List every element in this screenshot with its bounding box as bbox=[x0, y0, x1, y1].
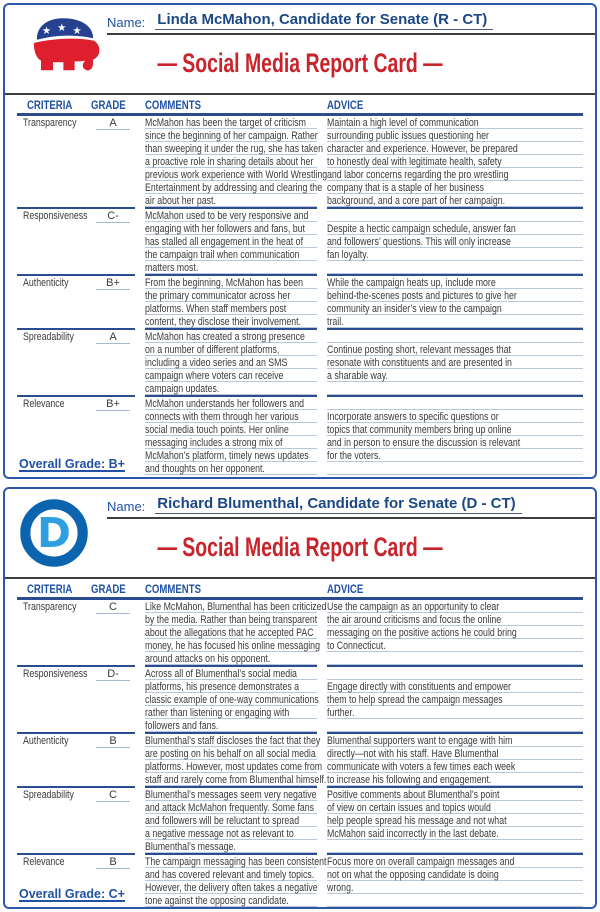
comment-line: on a number of different platforms, bbox=[145, 343, 317, 356]
advice-cell bbox=[327, 665, 583, 732]
comments-cell bbox=[145, 732, 327, 786]
advice-cell bbox=[327, 328, 583, 395]
criteria-grade-cell bbox=[17, 786, 135, 853]
advice-line: resonate with constituents and are presented in bbox=[327, 356, 583, 369]
comment-line: However, the delivery often takes a negative bbox=[145, 882, 318, 894]
criteria-grade-cell bbox=[17, 732, 135, 786]
table-row bbox=[17, 600, 583, 665]
advice-line: topics that community members bring up online bbox=[327, 423, 583, 436]
name-label: Name: bbox=[107, 15, 146, 30]
table-header-row bbox=[17, 96, 583, 116]
advice-line: Continue posting short, relevant messages that bbox=[327, 343, 583, 356]
comments-cell bbox=[145, 328, 317, 395]
grade-cell bbox=[91, 116, 135, 130]
grade-value: C bbox=[96, 601, 130, 614]
svg-text:★: ★ bbox=[57, 22, 67, 34]
grade-cell bbox=[91, 788, 135, 802]
comment-line: a negative message not as relevant to bbox=[145, 827, 317, 840]
comment-line: campaign updates. bbox=[145, 382, 317, 395]
advice-line: Blumenthal supporters want to engage with him bbox=[327, 734, 583, 747]
advice-line bbox=[327, 397, 583, 410]
comment-line: has stalled all engagement in the heat of bbox=[145, 235, 317, 248]
advice-cell bbox=[327, 207, 583, 274]
comment-line: platforms. When staff members post bbox=[145, 302, 317, 315]
grade-value: B+ bbox=[96, 398, 130, 411]
comment-line: The campaign messaging has been consistent bbox=[145, 856, 327, 868]
criteria-grade-cell bbox=[17, 328, 135, 395]
criteria-grade-cell bbox=[17, 274, 135, 328]
comment-line: since the beginning of her campaign. Rather bbox=[145, 130, 318, 142]
criteria-header: CRITERIA bbox=[27, 97, 73, 112]
grade-value: C bbox=[96, 789, 130, 802]
advice-line bbox=[327, 330, 583, 343]
table-row bbox=[17, 207, 583, 274]
advice-line: wrong. bbox=[327, 881, 583, 894]
grade-value: B bbox=[96, 856, 130, 869]
comments-cell bbox=[145, 853, 327, 907]
criteria-grade-cell bbox=[17, 600, 135, 665]
advice-line: Use the campaign as an opportunity to clear bbox=[327, 600, 583, 613]
report-table bbox=[5, 96, 595, 475]
criteria-header: CRITERIA bbox=[27, 581, 73, 596]
advice-line: of view on certain issues and topics would bbox=[327, 801, 583, 814]
table-row bbox=[17, 665, 583, 732]
comment-line: Entertainment by addressing and clearing the bbox=[145, 182, 323, 194]
comment-line: Like McMahon, Blumenthal has been criticized bbox=[145, 601, 327, 613]
name-label: Name: bbox=[107, 499, 146, 514]
svg-text:★: ★ bbox=[72, 25, 82, 38]
advice-header: ADVICE bbox=[327, 97, 364, 112]
comments-cell bbox=[145, 786, 317, 853]
comment-line: Blumenthal’s message. bbox=[145, 840, 317, 853]
advice-line: Positive comments about Blumenthal’s point bbox=[327, 788, 583, 801]
grade-cell bbox=[91, 397, 135, 411]
advice-line: for the voters. bbox=[327, 449, 583, 462]
criteria-grade-cell bbox=[17, 207, 135, 274]
comment-line: a proactive role in sharing details about her bbox=[145, 155, 317, 168]
advice-cell bbox=[327, 116, 583, 207]
grade-cell bbox=[91, 667, 135, 681]
advice-line: Engage directly with constituents and empower bbox=[327, 680, 583, 693]
advice-cell bbox=[327, 274, 583, 328]
advice-line: messaging on the positive actions he could bring bbox=[327, 626, 583, 639]
grade-header: GRADE bbox=[91, 97, 127, 112]
advice-cell bbox=[327, 853, 583, 907]
comments-cell bbox=[145, 665, 317, 732]
criteria-grade-cell bbox=[17, 665, 135, 732]
comment-line: connects with them through her various bbox=[145, 410, 317, 423]
advice-cell bbox=[327, 786, 583, 853]
comment-line: and attack McMahon frequently. Some fans bbox=[145, 801, 317, 814]
comments-cell bbox=[145, 207, 317, 274]
comment-line: followers and fans. bbox=[145, 719, 317, 732]
criteria-label: Relevance bbox=[23, 856, 65, 868]
comment-line: McMahon has created a strong presence bbox=[145, 330, 317, 343]
criteria-label: Responsiveness bbox=[23, 210, 88, 222]
advice-line: fan loyalty. bbox=[327, 248, 583, 261]
comment-line: tone against the opposing candidate. bbox=[145, 894, 317, 907]
comment-line: Across all of Blumenthal’s social media bbox=[145, 667, 317, 680]
comment-line: are posting on his behalf on all social media bbox=[145, 748, 316, 760]
advice-line bbox=[327, 667, 583, 680]
comment-line: Blumenthal’s staff discloses the fact that they bbox=[145, 735, 321, 747]
advice-line: Despite a hectic campaign schedule, answer fan bbox=[327, 222, 583, 235]
advice-line: McMahon said incorrectly in the last debate. bbox=[327, 827, 583, 840]
advice-line: to increase his following and engagement. bbox=[327, 773, 583, 786]
advice-line: and followers’ questions. This will only increase bbox=[327, 235, 583, 248]
comment-line: From the beginning, McMahon has been bbox=[145, 276, 317, 289]
comment-line: and has covered relevant and timely topics. bbox=[145, 868, 317, 881]
comment-line: matters most. bbox=[145, 261, 317, 274]
comment-line: platforms. However, most updates come from bbox=[145, 761, 323, 773]
criteria-label: Transparency bbox=[23, 117, 77, 129]
advice-line: not on what the opposing candidate is doing bbox=[327, 868, 583, 881]
grade-cell bbox=[91, 734, 135, 748]
advice-line: help people spread his message and not what bbox=[327, 814, 583, 827]
svg-text:D: D bbox=[37, 508, 71, 557]
comments-cell bbox=[145, 116, 328, 207]
comment-line: social media touch points. Her online bbox=[145, 423, 317, 436]
advice-line: While the campaign heats up, include more bbox=[327, 276, 583, 289]
advice-line: them to help spread the campaign messages bbox=[327, 693, 583, 706]
comment-line: than sweeping it under the rug, she has taken bbox=[145, 143, 324, 155]
comment-line: previous work experience with World Wrestling bbox=[145, 169, 328, 181]
advice-line: Incorporate answers to specific questions or bbox=[327, 410, 583, 423]
advice-line: directly—not with his staff. Have Blumenthal bbox=[327, 747, 583, 760]
table-row bbox=[17, 274, 583, 328]
criteria-label: Transparency bbox=[23, 601, 77, 613]
table-header-row bbox=[17, 580, 583, 600]
comment-line: the primary communicator across her bbox=[145, 289, 317, 302]
name-row bbox=[107, 489, 595, 519]
candidate-name: Linda McMahon, Candidate for Senate (R - CT) bbox=[155, 11, 493, 30]
comment-line: classic example of one-way communications bbox=[145, 694, 319, 706]
advice-line: community an insider’s view to the campaign bbox=[327, 302, 583, 315]
criteria-label: Authenticity bbox=[23, 735, 69, 747]
grade-cell bbox=[91, 600, 135, 614]
advice-line: communicate with voters a few times each week bbox=[327, 760, 583, 773]
advice-line: trail. bbox=[327, 315, 583, 328]
grade-value: A bbox=[96, 331, 130, 344]
grade-value: D- bbox=[96, 668, 130, 681]
comment-line: by the media. Rather than being transparent bbox=[145, 614, 318, 626]
advice-line bbox=[327, 652, 583, 665]
card-title: — Social Media Report Card — bbox=[157, 531, 443, 562]
advice-line: and in person to ensure the discussion is relevant bbox=[327, 436, 583, 449]
grade-value: B bbox=[96, 735, 130, 748]
comment-line: the campaign trail when communication bbox=[145, 248, 317, 261]
advice-line bbox=[327, 209, 583, 222]
candidate-name: Richard Blumenthal, Candidate for Senate (D - CT) bbox=[155, 495, 521, 514]
comments-cell bbox=[145, 274, 317, 328]
criteria-label: Responsiveness bbox=[23, 668, 88, 680]
grade-value: B+ bbox=[96, 277, 130, 290]
table-row bbox=[17, 116, 583, 207]
comment-line: air about her past. bbox=[145, 194, 317, 207]
advice-line: to Connecticut. bbox=[327, 639, 583, 652]
comment-line: McMahon understands her followers and bbox=[145, 397, 317, 410]
card-header bbox=[5, 5, 595, 95]
criteria-label: Spreadability bbox=[23, 789, 74, 801]
criteria-label: Spreadability bbox=[23, 331, 74, 343]
comment-line: about the allegations that he accepted PAC bbox=[145, 626, 317, 639]
comments-cell bbox=[145, 395, 317, 475]
comment-line: messaging includes a strong mix of bbox=[145, 436, 317, 449]
advice-line: Focus more on overall campaign messages and bbox=[327, 855, 583, 868]
comment-line: McMahon used to be very responsive and bbox=[145, 209, 317, 222]
criteria-label: Authenticity bbox=[23, 277, 69, 289]
grade-header: GRADE bbox=[91, 581, 127, 596]
card-title: — Social Media Report Card — bbox=[157, 47, 443, 78]
grade-value: C- bbox=[96, 210, 130, 223]
republican-elephant-logo bbox=[17, 12, 105, 74]
advice-line bbox=[327, 719, 583, 732]
advice-line: a sharable way. bbox=[327, 369, 583, 382]
advice-line bbox=[327, 382, 583, 395]
advice-header: ADVICE bbox=[327, 581, 364, 596]
criteria-grade-cell bbox=[17, 116, 135, 207]
advice-cell bbox=[327, 732, 583, 786]
grade-cell bbox=[91, 276, 135, 290]
advice-line bbox=[327, 462, 583, 475]
comment-line: Blumenthal’s messages seem very negative bbox=[145, 789, 317, 801]
table-row bbox=[17, 328, 583, 395]
advice-line bbox=[327, 840, 583, 853]
advice-line: character and experience. However, be prepared bbox=[327, 142, 583, 155]
advice-line: company that is a staple of her business bbox=[327, 181, 583, 194]
overall-grade: Overall Grade: B+ bbox=[19, 457, 125, 471]
advice-line: further. bbox=[327, 706, 583, 719]
comment-line: money, he has focused his online messaging bbox=[145, 640, 320, 652]
card-header bbox=[5, 489, 595, 579]
advice-cell bbox=[327, 600, 583, 665]
advice-line: the air around criticisms and focus the online bbox=[327, 613, 583, 626]
name-row bbox=[107, 5, 595, 35]
grade-cell bbox=[91, 209, 135, 223]
comment-line: around attacks on his opponent. bbox=[145, 652, 317, 665]
report-card-blumenthal bbox=[3, 487, 597, 909]
comments-header: COMMENTS bbox=[145, 581, 201, 596]
table-body bbox=[17, 116, 583, 475]
table-body bbox=[17, 600, 583, 907]
comment-line: rather than listening or engaging with bbox=[145, 706, 317, 719]
advice-line bbox=[327, 894, 583, 907]
comment-line: campaign where voters can receive bbox=[145, 369, 317, 382]
comment-line: including a video series and an SMS bbox=[145, 356, 317, 369]
advice-line bbox=[327, 261, 583, 274]
report-table bbox=[5, 580, 595, 907]
report-card-mcmahon bbox=[3, 3, 597, 479]
grade-cell bbox=[91, 855, 135, 869]
comments-header: COMMENTS bbox=[145, 97, 201, 112]
advice-line: to honestly deal with legitimate health, safety bbox=[327, 155, 583, 168]
table-row bbox=[17, 786, 583, 853]
comment-line: McMahon’s platform, timely news updates bbox=[145, 449, 317, 462]
advice-line: and labor concerns regarding the pro wrestling bbox=[327, 168, 583, 181]
comments-cell bbox=[145, 600, 327, 665]
comment-line: and followers will be reluctant to spread bbox=[145, 814, 317, 827]
comment-line: McMahon has been the target of criticism bbox=[145, 116, 317, 129]
advice-line: surrounding public issues questioning her bbox=[327, 129, 583, 142]
grade-value: A bbox=[96, 117, 130, 130]
svg-text:★: ★ bbox=[41, 25, 52, 38]
advice-cell bbox=[327, 395, 583, 475]
advice-line: background, and a core part of her campaign. bbox=[327, 194, 583, 207]
comment-line: engaging with her followers and fans, but bbox=[145, 222, 317, 235]
card-title-row bbox=[5, 519, 595, 575]
comment-line: staff and rarely come from Blumenthal himself. bbox=[145, 774, 327, 786]
comment-line: platforms, his presence demonstrates a bbox=[145, 680, 317, 693]
comment-line: content, they disclose their involvement. bbox=[145, 315, 317, 328]
grade-cell bbox=[91, 330, 135, 344]
advice-line: Maintain a high level of communication bbox=[327, 116, 583, 129]
criteria-label: Relevance bbox=[23, 398, 65, 410]
table-row bbox=[17, 732, 583, 786]
democratic-d-logo bbox=[17, 496, 91, 570]
advice-line: behind-the-scenes posts and pictures to give her bbox=[327, 289, 583, 302]
overall-grade: Overall Grade: C+ bbox=[19, 887, 125, 901]
comment-line: and thoughts on her opponent. bbox=[145, 462, 317, 475]
